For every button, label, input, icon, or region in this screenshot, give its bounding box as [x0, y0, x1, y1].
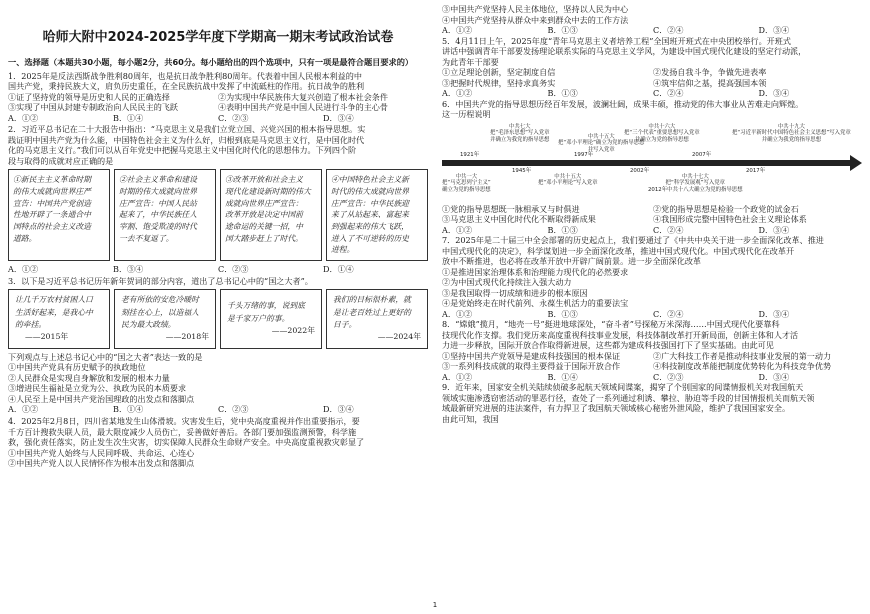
right-column [442, 0, 864, 425]
timeline-year-3: 1997年 [574, 151, 594, 158]
section-head: 一、选择题（本题共30小题，每小题2分，共60分。每小题给出的四个选项中，只有一项是最符合题目要求的） [8, 56, 414, 67]
q5-opt-2: ②发扬自我斗争，争做先进表率 [653, 67, 767, 78]
q5-choice-c: C．②④ [653, 88, 684, 99]
q8-choice-c: C．②③ [653, 371, 684, 382]
q8-opt-2: ②广大科技工作者是推动科技事业发展的第一动力 [653, 350, 832, 361]
q8-opt-3: ③一系列科技成就的取得主要得益于国际开放合作 [442, 361, 621, 372]
q2-line-2: 践证明中国共产党为什么能，中国特色社会主义为什么好，归根到底是马克思主义行，是中国化时代 [8, 134, 365, 145]
q1-opt-4: ④表明中国共产党是中国人民进行斗争的主心骨 [218, 102, 388, 113]
q6-timeline [442, 122, 864, 200]
question-9 [442, 382, 864, 424]
q8-choice-d: D．③④ [758, 371, 790, 382]
timeline-year-2: 1945年 [512, 167, 532, 174]
q8-choice-b: B．①④ [547, 371, 578, 382]
q1-opt-1: ①证了坚持党的领导是历史和人民的正确选择 [8, 91, 170, 102]
timeline-year-4: 2002年 [630, 167, 650, 174]
q7-line-2: 中国式现代化的决定》，科学谋划进一步全面深化改革，推进中国式现代化。中国式现代化在改革开 [442, 245, 795, 256]
q7-line-3: 放中不断推进，也必将在改革开放中开辟广阔前景。进一步全面深化改革 [442, 256, 702, 267]
q7-choice-b: B．①③ [547, 308, 578, 319]
question-3 [8, 276, 428, 415]
question-4-continued [442, 4, 864, 36]
q9-line-4: 由此可知，我国 [442, 413, 499, 424]
q2-choice-a: A．①② [8, 264, 39, 274]
timeline-arrow-icon [850, 155, 862, 171]
q9-line-3: 域最新研究进展的违法案件，有力捍卫了我国航天领域核心秘密外泄风险，维护了我国国家安全。 [442, 403, 791, 414]
page-title: 哈师大附中2024-2025学年度下学期高一期末考试政治试卷 [42, 30, 394, 45]
q3-opt-4: ④人民至上是中国共产党治国理政的出发点和落脚点 [8, 393, 195, 404]
timeline-year-6: 2017年 [746, 167, 766, 174]
q4-choice-b: B．①③ [547, 25, 578, 36]
q4-choice-a: A．①② [442, 25, 473, 36]
q6-choice-d: D．③④ [758, 224, 790, 235]
q2-box-2: ②社会主义革命和建设 时期的伟大成就向世界 庄严宣告：中国人民站 起来了，中华民族任人 宰割、饱受欺凌的时代 一去不复返了。 [114, 169, 216, 261]
q2-choice-d: D．①④ [323, 264, 354, 274]
timeline-top-4: 中共十九大 把“习近平新时代中国特色社会主义思想”写入党章 并确立为我党的指导思想 [732, 123, 851, 144]
q6-opt-4: ④我国形成完整中国特色社会主义理论体系 [653, 214, 807, 225]
q8-line-1: 8．“嫦娥”揽月，“地壳一号”挺进地球深处，“奋斗者”号探秘万米深海……中国式现代化要靠科 [442, 319, 780, 330]
q5-line-3: 为此青年干部要 [442, 56, 499, 67]
q6-line-1: 6．中国共产党的指导思想历经百年发展，波澜壮阔，成果丰硕，推动党的伟大事业从苦难走向辉煌。 [442, 98, 804, 109]
q9-line-2: 领域实施渗透窃密活动的罪恶行径，查处了一系列通过利诱、攀拉、胁迫等手段的甘国情报机关而航天领 [442, 392, 815, 403]
q4-opt-4: ④中国共产党坚持从群众中来到群众中去的工作方法 [442, 14, 629, 25]
q3-choice-c: C．②③ [218, 404, 249, 415]
q2-box-4: ④中国特色社会主义新 时代的伟大成就向世界 庄严宣告：中华民族迎 来了从站起来、富起来 到强起来的伟大飞跃， 进入了不可逆转的历史 进程。 [326, 169, 428, 261]
timeline-axis [442, 160, 850, 166]
q8-line-3: 力进一步释放，国际开放合作取得新进展，这些都为建成科技强国打下了坚实基础。由此可见 [442, 340, 774, 351]
q7-line-1: 7．2025年是二十届三中全会部署的历史起点上，我们要通过了《中共中央关于进一步全面深化改革、推进 [442, 235, 824, 246]
q2-line-3: 化的马克思主义行。”我们可以从百年党史中把握马克思主义中国化时代化的思想伟力。下列四个阶 [8, 145, 357, 156]
q5-opt-1: ①立足理论创新，坚定制度自信 [442, 67, 556, 78]
q2-line-4: 段与取得的成就对应正确的是 [8, 155, 114, 166]
q3-quote-1: 让几千万农村贫困人口 生活好起来，是我心中 的牵挂。 ——2015年 [8, 289, 110, 349]
question-5 [442, 36, 864, 99]
q5-choice-a: A．①② [442, 88, 473, 99]
q3-quotes [8, 289, 428, 349]
q4-choice-c: C．②④ [653, 25, 684, 36]
q1-opt-2: ②为实现中华民族伟大复兴创造了根本社会条件 [218, 91, 388, 102]
timeline-bottom-2: 中共十五大 把“邓小平理论”写入党章 [538, 173, 598, 187]
timeline-bottom-3: 中共十七大 把“科学发展观”写入党章 2012年中共十八大确立为党的指导思想 [648, 173, 743, 194]
q7-opt-4: ④是党始终走在时代前列、永葆生机活力的重要法宝 [442, 298, 629, 309]
q3-choice-b: B．①④ [113, 404, 144, 415]
q6-choice-a: A．①② [442, 224, 473, 235]
q8-line-2: 技现代化作支撑。我们党历来高度重视科技事业发展，科技体制改革打开新局面，创新主体和人才活 [442, 329, 799, 340]
q2-line-1: 2．习近平总书记在二十大报告中指出：“马克思主义是我们立党立国、兴党兴国的根本指导思想。实 [8, 124, 366, 135]
question-2 [8, 124, 428, 274]
q5-opt-4: ④筑牢信仰之基，提高强国本领 [653, 77, 767, 88]
q3-quote-2: 老有所依的安危冷暖时 刻挂在心上，以造福人 民为最大政绩。 ——2018年 [114, 289, 216, 349]
q3-quote-3: 千头万绪的事，说到底 是千家万户的事。 ——2022年 [220, 289, 322, 349]
q7-opt-1: ①是推进国家治理体系和治理能力现代化的必然要求 [442, 266, 629, 277]
question-1 [8, 71, 428, 124]
q4-line-2: 千方百计搜救失联人员，最大限度减少人员伤亡，妥善做好善后。各部门要加强监测预警，科学施 [8, 426, 357, 437]
timeline-year-5: 2007年 [692, 151, 712, 158]
q7-choice-a: A．①② [442, 308, 473, 319]
q7-choice-c: C．②④ [653, 308, 684, 319]
q2-choice-c: C．②③ [218, 264, 249, 274]
q3-opt-2: ②人民群众是实现自身解放和发展的根本力量 [8, 372, 170, 383]
q3-choice-a: A．①② [8, 404, 39, 415]
q7-choice-d: D．③④ [758, 308, 790, 319]
q7-opt-3: ③是我国取得一切成绩和进步的根本原因 [442, 287, 588, 298]
timeline-year-1: 1921年 [460, 151, 480, 158]
timeline-top-1: 中共七大 把“毛泽东思想”写入党章 并确立为我党的指导思想 [490, 123, 550, 144]
q5-choice-b: B．①③ [547, 88, 578, 99]
q8-opt-1: ①坚持中国共产党领导是建成科技强国的根本保证 [442, 350, 621, 361]
q6-opt-3: ③马克思主义中国化时代化不断取得新成果 [442, 214, 596, 225]
question-7 [442, 235, 864, 319]
q1-choice-b: B．①④ [113, 112, 144, 123]
q2-box-1: ①新民主主义革命时期 的伟大成就向世界庄严 宣告：中国共产党创造 性地开辟了一条通合中 国特点的社会主义改造 道路。 [8, 169, 110, 261]
q3-tail: 下列观点与上述总书记心中的“国之大者”表达一致的是 [8, 351, 203, 362]
q1-choice-a: A．①② [8, 112, 39, 123]
q4-line-1: 4．2025年2月8日，四川省某地发生山体滑坡。灾害发生后，党中央高度重视并作出重要指示，要 [8, 416, 360, 426]
q3-quote-4: 我们的目标很朴素，就 是让老百姓过上更好的 日子。 ——2024年 [326, 289, 428, 349]
q3-opt-1: ①中国共产党具有历史赋予的执政地位 [8, 362, 146, 373]
q1-line-1: 1．2025年是反法西斯战争胜利80周年，也是抗日战争胜利80周年。代表着中国人民根本利益的中 [8, 70, 362, 81]
q3-choice-d: D．③④ [323, 404, 354, 415]
q4-opt-2: ②中国共产党人以人民情怀作为根本出发点和落脚点 [8, 458, 195, 469]
question-4 [8, 416, 428, 469]
q3-line-1: 3．以下是习近平总书记历年新年贺词的部分内容，道出了总书记心中的“国之大者”。 [8, 275, 313, 286]
q1-choice-c: C．②③ [218, 112, 249, 123]
q4-line-3: 救，强化责任落实，防止发生次生灾害，切实保障人民群众生命财产安全。中央高度重视救灾彰显了 [8, 437, 365, 448]
q5-line-1: 5．4月11日上午，2025年度“青年马克思主义者培养工程”全国班开班式在中央团校举行。开班式 [442, 35, 791, 46]
q6-opt-1: ①党的指导思想既一脉相承又与时俱进 [442, 203, 580, 214]
q2-box-3: ③改革开放和社会主义 现代化建设新时期的伟大 成就向世界庄严宣告： 改革开放是决定中国前 途命运的关键一招，中 国大踏步赶上了时代。 [220, 169, 322, 261]
q4-choice-d: D．③④ [758, 25, 790, 36]
q6-opt-2: ②党的指导思想是检验一个政党的试金石 [653, 203, 799, 214]
timeline-top-2: 中共十五大 把“邓小平理论”确立为党的指导思想 并写入党章 [558, 133, 645, 154]
timeline-bottom-1: 中共一大 把“马克思列宁主义” 确立为党的指导思想 [442, 173, 491, 194]
q5-line-2: 讲话中强调青年干部要发扬理论联系实际的马克思主义学风，为建设中国式现代化建设的坚定行动派， [442, 46, 807, 57]
q7-opt-2: ②为中国式现代化持续注入强大动力 [442, 277, 572, 288]
q3-opt-3: ③增进民生福祉是立党为公、执政为民的本质要求 [8, 383, 187, 394]
q1-opt-3: ③实现了中国从封建专制政治向人民民主的飞跃 [8, 102, 178, 113]
q9-line-1: 9．近年来，国家安全机关陆续侦破多起航天领域间谍案，揭穿了个别国家的间谍情报机关对我国航天 [442, 382, 804, 393]
q2-choice-b: B．③④ [113, 264, 144, 274]
q5-choice-d: D．③④ [758, 88, 790, 99]
q6-choice-b: B．①③ [547, 224, 578, 235]
q5-opt-3: ③把握时代规律，坚持求真务实 [442, 77, 556, 88]
left-column [8, 0, 428, 469]
question-6 [442, 99, 864, 236]
q6-choice-c: C．②④ [653, 224, 684, 235]
page-number: 1 [432, 600, 438, 609]
q6-line-2: 这一历程说明 [442, 109, 491, 120]
q1-line-2: 国共产党，秉持民族大义，肩负历史重任，在全民族抗战中发挥了中流砥柱的作用。抗日战争的胜利 [8, 81, 365, 92]
timeline-top-3: 中共十六大 把“三个代表”重要思想写入党章 并确立为党的指导思想 [624, 123, 700, 144]
question-8 [442, 319, 864, 382]
q1-choice-d: D．③④ [323, 112, 354, 123]
q4-opt-3: ③中国共产党坚持人民主体地位，坚持以人民为中心 [442, 4, 629, 14]
q2-boxes [8, 169, 428, 261]
q8-opt-4: ④科技制度改革能把制度优势转化为科技竞争优势 [653, 361, 832, 372]
q4-opt-1: ①中国共产党人始终与人民同呼吸、共命运、心连心 [8, 447, 195, 458]
q8-choice-a: A．①② [442, 371, 473, 382]
